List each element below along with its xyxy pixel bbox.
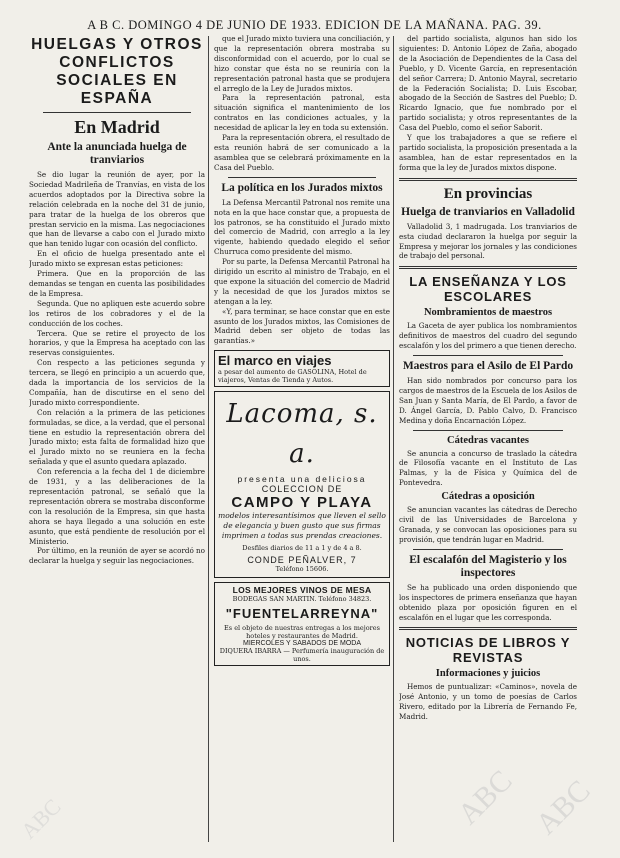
divider (228, 177, 376, 178)
section-title-ensenanza: LA ENSEÑANZA Y LOS ESCOLARES (409, 274, 567, 305)
column-rule-2 (393, 36, 394, 842)
article-body: Hemos de puntualizar: «Caminos», novela de José Antonio, y un tomo de poesías de Carlos Rivero, editado por la Librería de Fernando Fe, Madrid. (399, 682, 577, 722)
ad-lacoma-collection: CAMPO Y PLAYA (231, 494, 373, 512)
article-paragraph: Con respecto a las peticiones segunda y tercera, se llegó en principio a un acuerdo que, dada la importancia de los servicios de la Compañía, han de discutirse en el seno del Jurado mixto correspondiente. (29, 358, 205, 407)
divider (413, 549, 563, 550)
ad-marco-viajes (214, 350, 390, 387)
ad-vinos-text: Es el objeto de nuestras entregas a los mejores hoteles y restaurantes de Madrid. (224, 624, 380, 641)
divider (399, 266, 577, 269)
ad-vinos-title: LOS MEJORES VINOS DE MESA (232, 585, 372, 596)
article-title-tranviarios: Ante la anunciada huelga de tranviarios (47, 141, 187, 166)
divider (43, 112, 191, 113)
divider (399, 178, 577, 181)
watermark-text: ABC (529, 773, 597, 841)
ad-lacoma (214, 391, 390, 578)
divider (413, 355, 563, 356)
article-paragraph: En el oficio de huelga presentado ante el Jurado mixto se expresan estas peticiones: (29, 249, 205, 269)
article-paragraph: Y que los trabajadores a que se refiere el partido socialista, la proposición presentada a la asamblea, han de estar representados en la forma que la ley de Jurados mixtos dispone. (399, 133, 577, 172)
section-title-libros: NOTICIAS DE LIBROS Y REVISTAS (405, 635, 571, 666)
article-title-informaciones: Informaciones y juicios (435, 668, 541, 680)
article-title-nombramientos: Nombramientos de maestros (423, 307, 553, 319)
article-paragraph: Para la representación obrera, el resultado de esta reunión habrá de ser comunicado a la asamblea que se celebrará próximamente en la Casa del Pueblo. (214, 133, 390, 172)
article-title-catedras-vacantes: Cátedras vacantes (447, 434, 529, 446)
article-title-asilo: Maestros para el Asilo de El Pardo (402, 360, 574, 373)
article-title-escalafon: El escalafón del Magisterio y los inspectores (409, 553, 567, 579)
article-paragraph: Con relación a la primera de las peticiones formuladas, se dice, a la verdad, que el personal tiene en estudio la representación obrera del Jurado mixto; esta falta de formalidad hizo que el Jurado mixto no se reuniera en la fecha señalada y que el asunto quedara aplazado. (29, 407, 205, 467)
article-body: Se anuncian vacantes las cátedras de Derecho civil de las Universidades de Barcelona y Granada, y se convocan las oposiciones para su provisión, que tendrán lugar en Madrid. (399, 505, 577, 544)
article-body: Han sido nombrados por concurso para los cargos de maestros de la Escuela de los Asilos de San Juan y Santa María, de El Pardo, a favor de D. Ángel García, D. Pablo Calvo, D. Francisco Medina y doña Encarnación López. (399, 376, 577, 425)
ad-vinos (214, 582, 390, 666)
article-title-catedras-oposicion: Cátedras a oposición (441, 491, 535, 503)
section-title-provincias: En provincias (443, 185, 533, 202)
divider (399, 627, 577, 630)
column-3 (399, 34, 577, 844)
main-headline: HUELGAS Y OTROS CONFLICTOS SOCIALES EN ESPAÑA (31, 36, 203, 107)
article-body: Se ha publicado una orden disponiendo que los inspectores de primera enseñanza que hayan obtenido plaza por oposición figuren en el escalafón en el lugar que les corresponda. (399, 582, 577, 622)
lacoma-logo: Lacoma, s. a. (226, 399, 378, 470)
ad-lacoma-line1: presenta una deliciosa (237, 474, 367, 485)
watermark-text: ABC (451, 763, 519, 831)
ad-lacoma-description: modelos interesantísimos que lleven el sello de elegancia y buen gusto que sus firmas imprimen a todas sus prendas creaciones. (218, 511, 386, 541)
article-paragraph: Para la representación patronal, esta situación significa el mantenimiento de los contratos en las condiciones actuales, y la necesidad de aplicar la ley en toda su extensión. (214, 93, 390, 133)
article-title-jurados: La política en los Jurados mixtos (221, 181, 383, 194)
article-paragraph: Por su parte, la Defensa Mercantil Patronal ha dirigido un escrito al ministro de Trabajo, en el que expone la situación del comercio de Madrid y la necesidad de que los Jurados mixtos se atengan a la ley. (214, 257, 390, 306)
ad-vinos-footer: DIQUERA IBARRA — Perfumería inauguración de unos. (219, 647, 385, 664)
ad-vinos-brand: "FUENTELARREYNA" (225, 606, 379, 622)
ad-vinos-bodegas: BODEGAS SAN MARTIN. Teléfono 34823. (232, 595, 372, 604)
column-2 (214, 34, 390, 844)
section-title-madrid: En Madrid (74, 117, 160, 137)
page-header: A B C. DOMINGO 4 DE JUNIO DE 1933. EDICION DE LA MAÑANA. PAG. 39. (87, 18, 542, 32)
column-1 (29, 34, 205, 844)
ad-lacoma-line2: COLECCION DE (261, 484, 343, 495)
column-rule-1 (208, 36, 209, 842)
article-paragraph: Con referencia a la fecha del 1 de diciembre de 1931, y a las deliberaciones de la representación patronal, se señaló que la representación obrera se mostraba disconforme con la resolución de la Empresa, sin que hasta ahora se haya llegado a una solución en este asunto, que está pendiente de resolución por el Ministerio. (29, 467, 205, 546)
article-body: Valladolid 3, 1 madrugada. Los tranviarios de esta ciudad declararon la huelga por seguir la Empresa y mejorar los jornales y las condiciones de trabajo del personal. (399, 221, 577, 261)
ad-marco-title: El marco en viajes (218, 353, 332, 369)
watermark-text: ABC (15, 793, 66, 844)
ad-lacoma-address: CONDE PEÑALVER, 7 (247, 555, 357, 566)
article-paragraph: «Y, para terminar, se hace constar que en este asunto de los Jurados mixtos, las Comisiones de Madrid deben ser objeto de todas las garantías.» (214, 306, 390, 346)
article-paragraph: Tercera. Que se retire el proyecto de los horarios, y que la Empresa ha aceptado con las reservas consiguientes. (29, 328, 205, 358)
divider (413, 430, 563, 431)
article-paragraph: Segunda. Que no apliquen este acuerdo sobre los retiros de los cobradores y el de la conducción de los coches. (29, 298, 205, 328)
article-title-valladolid: Huelga de tranviarios en Valladolid (401, 205, 575, 218)
article-paragraph: del partido socialista, algunos han sido los siguientes: D. Antonio López de Zaña, abogado de la Asociación de Dependientes de la Casa del Pueblo, y D. Vicente García, en representación del señor Carrera; D. Antonio Mayral, secretario de la Federación Socialista; D. Luis Escobar, abogado de la Sección de Sastres del Pueblo; D. Ricardo Ignacio, que fue nombrado por el partido socialista; y otros representantes de la Casa del Pueblo, como el señor Saborit. (399, 34, 577, 133)
ad-lacoma-hours: Desfiles diarios de 11 a 1 y de 4 a 8. (242, 544, 362, 553)
ad-marco-text: a pesar del aumento de GASOLINA, Hotel de viajeros, Ventas de Tienda y Autos. (218, 368, 367, 385)
ad-lacoma-phone: Teléfono 15606. (275, 565, 329, 574)
article-body: Se anuncia a concurso de traslado la cátedra de Filosofía vacante en el Instituto de Las Palmas, y la de Física y Química del de Pontevedra. (399, 448, 577, 488)
article-paragraph: Por último, en la reunión de ayer se acordó no declarar la huelga y seguir las negociaciones. (29, 546, 205, 566)
article-body: La Gaceta de ayer publica los nombramientos definitivos de maestros del cuadro del segundo escalafón y los del primero a que tienen derecho. (399, 321, 577, 351)
article-paragraph: que el Jurado mixto tuviera una conciliación, y que la representación obrera mostraba su disconformidad con el acuerdo, por lo cual se hizo constar que ésta no se reuniría con la representación patronal hasta que se produjera el arreglo de la Ley de Jurados mixtos. (214, 34, 390, 93)
article-paragraph: Primera. Que en la proporción de las demandas se tengan en cuenta las posibilidades de la Empresa. (29, 269, 205, 298)
ad-vinos-moda: MIERCOLES Y SABADOS DE MODA (243, 640, 361, 648)
article-paragraph: Se dio lugar la reunión de ayer, por la Sociedad Madrileña de Tranvías, en vista de los acuerdos adoptados por la Directiva sobre la relación celebrada en la noche del 31 de junio, para tratar de la huelga de los obreros que prestan servicio en la misma. Las negociaciones que han de llevarse a cabo con el Jurado mixto que han tenido lugar con ocasión del conflicto. (29, 170, 205, 249)
article-paragraph: La Defensa Mercantil Patronal nos remite una nota en la que hace constar que, a propuesta de los patronos, se ha constituido el Jurado mixto del comercio de Madrid, con arreglo a la ley vigente, habiendo quedado elegido el señor Churruca como presidente del mismo. (214, 197, 390, 257)
